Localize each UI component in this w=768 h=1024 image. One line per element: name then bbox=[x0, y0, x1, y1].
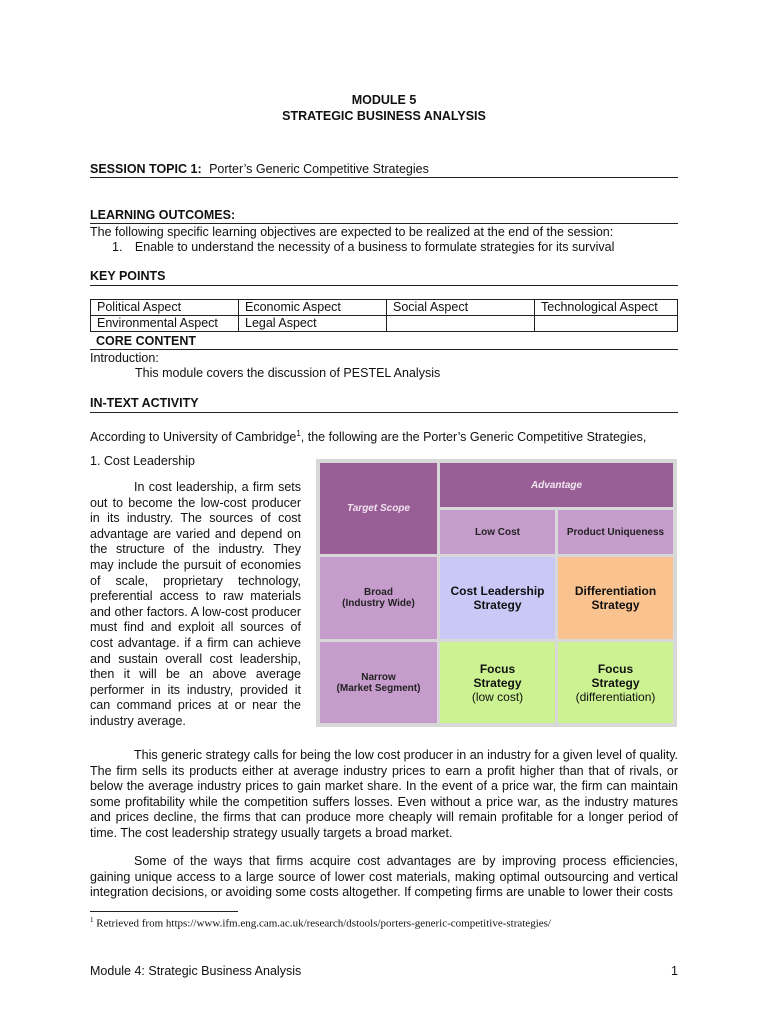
divider bbox=[90, 223, 678, 224]
divider bbox=[90, 177, 678, 178]
table-cell: Social Aspect bbox=[387, 300, 535, 316]
table-row bbox=[91, 300, 678, 316]
focus-low-cost-cell bbox=[440, 642, 555, 723]
table-cell: Economic Aspect bbox=[239, 300, 387, 316]
learning-outcomes-intro: The following specific learning objectives are expected to be realized at the end of the session: bbox=[90, 225, 614, 239]
table-cell bbox=[387, 316, 535, 332]
product-uniqueness-label: Product Uniqueness bbox=[566, 526, 665, 538]
target-scope-cell bbox=[320, 463, 437, 554]
porter-strategy-matrix bbox=[316, 459, 677, 727]
footer-module-title: Module 4: Strategic Business Analysis bbox=[90, 964, 302, 978]
cost-leadership-cell bbox=[440, 557, 555, 639]
learning-outcome-item bbox=[112, 240, 614, 254]
differentiation-strategy-label: Strategy bbox=[591, 598, 640, 612]
activity-lead-text: According to University of Cambridge bbox=[90, 430, 297, 445]
footnote-number: 1 bbox=[90, 916, 94, 924]
table-row bbox=[91, 316, 678, 332]
focus-differentiation-cell bbox=[558, 642, 673, 723]
table-cell: Environmental Aspect bbox=[91, 316, 239, 332]
activity-lead bbox=[90, 429, 646, 444]
session-topic-label: SESSION TOPIC 1: bbox=[90, 162, 202, 176]
paragraph-low-cost-producer: This generic strategy calls for being the low cost producer in an industry for a given level of quality. The firm sells its products either at average industry prices to earn a profit higher than that of rivals, or below the average industry prices to gain market share. In the event of a price war, the firm can maintain some profitability while the competition suffers losses. Even without a price war, as the industry matures and prices decline, the firms that can produce more cheaply will remain profitable for a longer period of time. The cost leadership strategy usually targets a broad market. bbox=[90, 748, 678, 840]
learning-outcomes-heading: LEARNING OUTCOMES: bbox=[90, 208, 236, 222]
introduction-text: This module covers the discussion of PESTEL Analysis bbox=[135, 366, 441, 380]
footnote-reference: 1 bbox=[296, 429, 301, 438]
broad-label: Broad bbox=[364, 587, 393, 598]
footnote bbox=[90, 916, 551, 930]
key-points-table bbox=[90, 299, 678, 332]
narrow-label: Narrow bbox=[361, 671, 396, 683]
differentiation-cell bbox=[558, 557, 673, 639]
section-heading: 1. Cost Leadership bbox=[90, 454, 195, 468]
learning-outcome-number: 1. bbox=[112, 240, 123, 254]
core-content-heading: CORE CONTENT bbox=[96, 334, 196, 348]
key-points-heading: KEY POINTS bbox=[90, 269, 166, 283]
cost-leadership-label: Cost Leadership bbox=[450, 584, 545, 598]
activity-lead-text-end: , the following are the Porter’s Generic Competitive Strategies, bbox=[300, 430, 647, 445]
broad-row-header bbox=[320, 557, 437, 639]
divider bbox=[90, 412, 678, 413]
target-scope-label: Target Scope bbox=[347, 503, 410, 514]
divider bbox=[90, 349, 678, 350]
focus-label: Focus bbox=[479, 661, 516, 676]
learning-outcome-text: Enable to understand the necessity of a business to formulate strategies for its survival bbox=[134, 240, 615, 254]
product-uniqueness-header bbox=[558, 510, 673, 554]
cost-leadership-strategy-label: Strategy bbox=[473, 598, 522, 612]
broad-sublabel: (Industry Wide) bbox=[342, 598, 415, 609]
low-cost-label: Low Cost bbox=[475, 526, 520, 538]
session-topic bbox=[90, 162, 429, 176]
footnote-divider bbox=[90, 911, 238, 912]
narrow-sublabel: (Market Segment) bbox=[336, 682, 421, 694]
footnote-text: Retrieved from https://www.ifm.eng.cam.ac.uk/research/dstools/porters-generic-competitive-strategies/ bbox=[96, 917, 551, 930]
focus-label: Focus bbox=[597, 661, 634, 676]
paragraph-cost-leadership: In cost leadership, a firm sets out to become the low-cost producer in its industry. The sources of cost advantage are varied and depend on the structure of the industry. They may include the pursuit of economies of scale, proprietary technology, preferential access to raw materials and other factors. A low-cost producer must find and exploit all sources of cost advantage. if a firm can achieve and sustain overall cost leadership, then it will be an above average performer in its industry, provided it can command prices at or near the industry average. bbox=[90, 480, 301, 728]
narrow-row-header bbox=[320, 642, 437, 723]
focus-low-cost-sublabel: (low cost) bbox=[471, 689, 524, 704]
focus-strategy-label: Strategy bbox=[591, 675, 640, 690]
in-text-activity-heading: IN-TEXT ACTIVITY bbox=[90, 396, 199, 410]
table-cell: Technological Aspect bbox=[535, 300, 678, 316]
introduction-label: Introduction: bbox=[90, 351, 159, 365]
page-number: 1 bbox=[671, 964, 678, 978]
table-cell: Legal Aspect bbox=[239, 316, 387, 332]
low-cost-header bbox=[440, 510, 555, 554]
page-title: STRATEGIC BUSINESS ANALYSIS bbox=[282, 109, 486, 123]
advantage-label: Advantage bbox=[530, 479, 583, 491]
focus-strategy-label: Strategy bbox=[473, 675, 522, 690]
module-number: MODULE 5 bbox=[351, 93, 417, 107]
paragraph-cost-advantages: Some of the ways that firms acquire cost advantages are by improving process efficiencies, gaining unique access to a large source of lower cost materials, making optimal outsourcing and vertical integration decisions, or avoiding some costs altogether. If competing firms are unable to lower their costs bbox=[90, 854, 678, 900]
focus-differentiation-sublabel: (differentiation) bbox=[575, 689, 656, 704]
table-cell: Political Aspect bbox=[91, 300, 239, 316]
table-cell bbox=[535, 316, 678, 332]
differentiation-label: Differentiation bbox=[574, 584, 657, 598]
session-topic-value: Porter’s Generic Competitive Strategies bbox=[209, 162, 429, 176]
divider bbox=[90, 285, 678, 286]
advantage-header bbox=[440, 463, 673, 507]
